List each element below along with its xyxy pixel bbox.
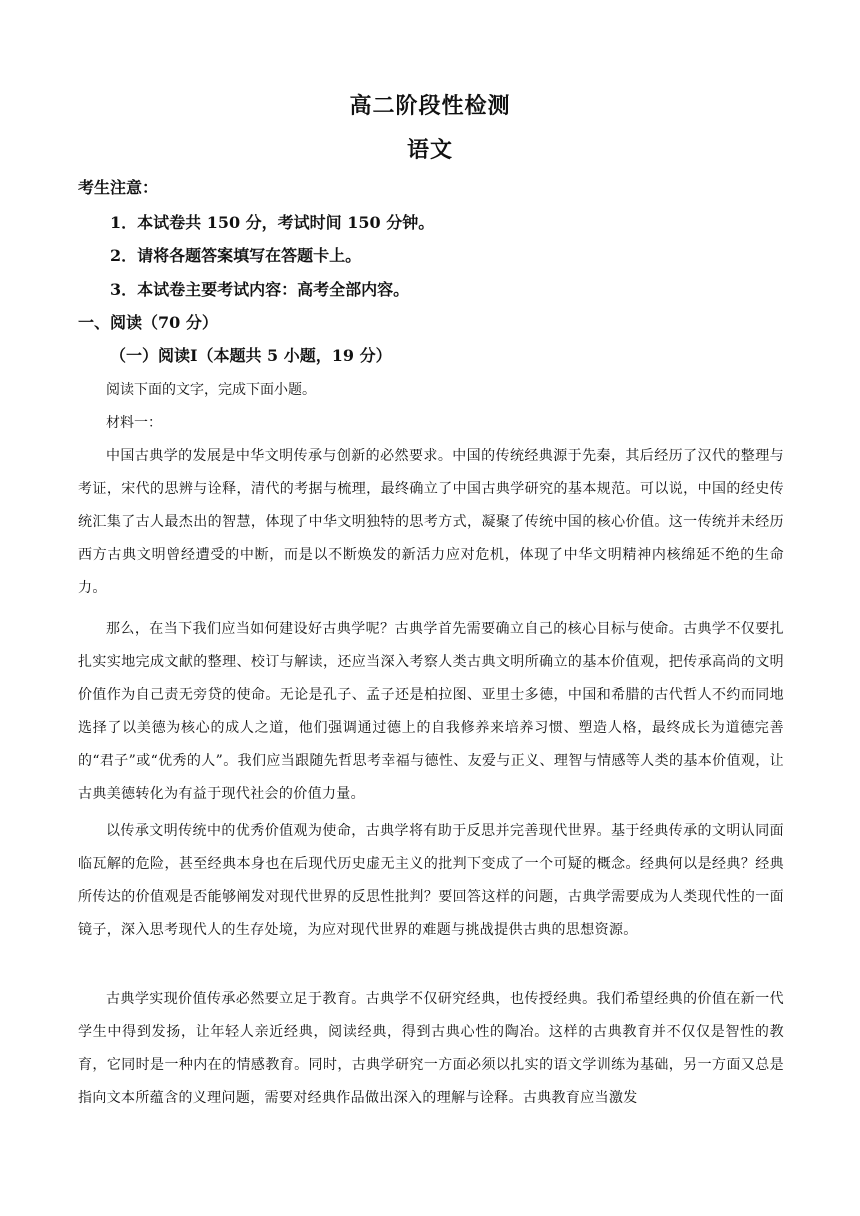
notice-item-2: 2．请将各题答案填写在答题卡上。: [110, 246, 362, 265]
notice-item-3: 3．本试卷主要考试内容：高考全部内容。: [110, 280, 410, 299]
paragraph-4: 古典学实现价值传承必然要立足于教育。古典学不仅研究经典，也传授经典。我们希望经典的价值在新一代学生中得到发扬，让年轻人亲近经典，阅读经典，得到古典心性的陶冶。这样的古典教育并不仅仅是智性的教育，它同时是一种内在的情感教育。同时，古典学研究一方面必须以扎实的语文学训练为基础，另一方面又总是指向文本所蕴含的义理问题，需要对经典作品做出深入的理解与诠释。古典教育应当激发: [78, 991, 784, 1106]
section-heading: 一、阅读（70 分）: [78, 313, 218, 332]
notice-heading: 考生注意：: [78, 178, 159, 197]
paragraph-2: 那么，在当下我们应当如何建设好古典学呢？古典学首先需要确立自己的核心目标与使命。古典学不仅要扎扎实实地完成文献的整理、校订与解读，还应当深入考察人类古典文明所确立的基本价值观，把传承高尚的文明价值作为自己责无旁贷的使命。无论是孔子、孟子还是柏拉图、亚里士多德，中国和希腊的古代哲人不约而同地选择了以美德为核心的成人之道，他们强调通过德上的自我修养来培养习惯、塑造人格，最终成长为道德完善的“君子”或“优秀的人”。我们应当跟随先哲思考幸福与德性、友爱与正义、理智与情感等人类的基本价值观，让古典美德转化为有益于现代社会的价值力量。: [78, 621, 784, 802]
reading-instruction: 阅读下面的文字，完成下面小题。: [106, 382, 316, 398]
subject-title: 语文: [406, 137, 453, 163]
paragraph-3: 以传承文明传统中的优秀价值观为使命，古典学将有助于反思并完善现代世界。基于经典传承的文明认同面临瓦解的危险，甚至经典本身也在后现代历史虚无主义的批判下变成了一个可疑的概念。经典何以是经典？经典所传达的价值观是否能够阐发对现代世界的反思性批判？要回答这样的问题，古典学需要成为人类现代性的一面镜子，深入思考现代人的生存处境，为应对现代世界的难题与挑战提供古典的思想资源。: [78, 823, 784, 938]
section-subheading: （一）阅读Ⅰ（本题共 5 小题，19 分）: [110, 346, 392, 365]
notice-item-1: 1．本试卷共 150 分，考试时间 150 分钟。: [110, 213, 435, 232]
material-label: 材料一：: [106, 415, 162, 431]
page-title: 高二阶段性检测: [349, 93, 511, 119]
paragraph-1: 中国古典学的发展是中华文明传承与创新的必然要求。中国的传统经典源于先秦，其后经历了汉代的整理与考证，宋代的思辨与诠释，清代的考据与梳理，最终确立了中国古典学研究的基本规范。可以说，中国的经史传统汇集了古人最杰出的智慧，体现了中华文明独特的思考方式，凝聚了传统中国的核心价值。这一传统并未经历西方古典文明曾经遭受的中断，而是以不断焕发的新活力应对危机，体现了中华文明精神内核绵延不绝的生命力。: [78, 448, 784, 596]
